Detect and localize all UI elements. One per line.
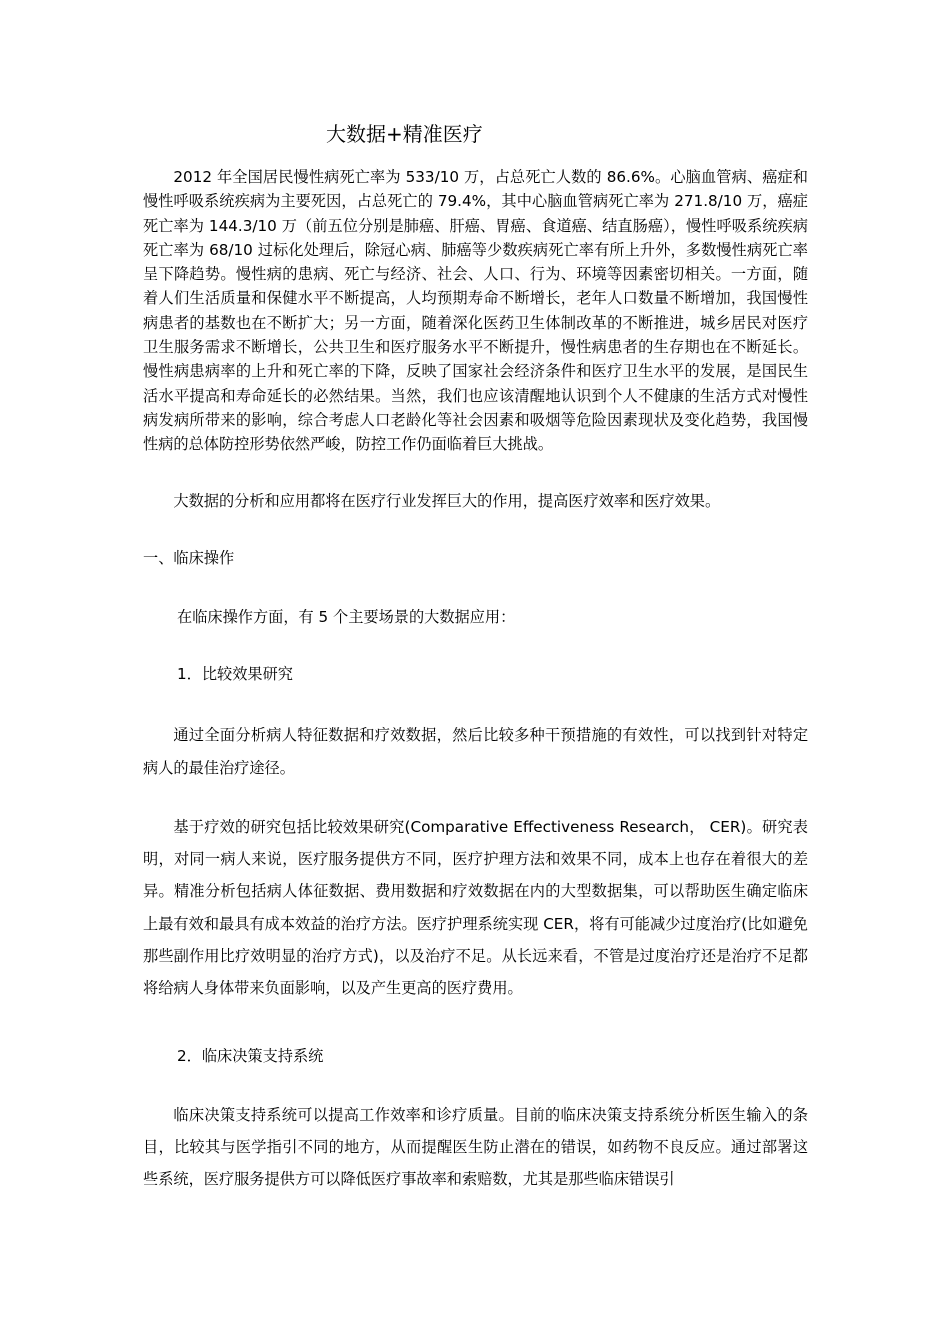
summary-paragraph: 大数据的分析和应用都将在医疗行业发挥巨大的作用，提高医疗效率和医疗效果。 bbox=[173, 492, 721, 510]
intro-paragraph: 2012 年全国居民慢性病死亡率为 533/10 万，占总死亡人数的 86.6%。心脑血管病、癌症和慢性呼吸系统疾病为主要死因，占总死亡的 79.4%，其中心脑血管病死亡率为 271.8/10 万，癌症死亡率为 144.3/10 万（前五位分别是肺癌、肝癌、胃癌、食道癌、结直肠癌），慢性呼吸系统疾病死亡率为 68/10 过标化处理后，除冠心病、肺癌等少数疾病死亡率有所上升外，多数慢性病死亡率呈下降趋势。慢性病的患病、死亡与经济、社会、人口、行为、环境等因素密切相关。一方面，随着人们生活质量和保健水平不断提高，人均预期寿命不断增长，老年人口数量不断增加，我国慢性病患者的基数也在不断扩大；另一方面，随着深化医药卫生体制改革的不断推进，城乡居民对医疗卫生服务需求不断增长，公共卫生和医疗服务水平不断提升，慢性病患者的生存期也在不断延长。慢性病患病率的上升和死亡率的下降，反映了国家社会经济条件和医疗卫生水平的发展，是国民生活水平提高和寿命延长的必然结果。当然，我们也应该清醒地认识到个人不健康的生活方式对慢性病发病所带来的影响，综合考虑人口老龄化等社会因素和吸烟等危险因素现状及变化趋势，我国慢性病的总体防控形势依然严峻，防控工作仍面临着巨大挑战。 bbox=[143, 168, 808, 454]
subsection-heading-comparative-effectiveness: 1．比较效果研究 bbox=[177, 665, 293, 683]
section-heading-clinical-operations: 一、临床操作 bbox=[143, 549, 235, 567]
subsection-heading-clinical-decision-support: 2．临床决策支持系统 bbox=[177, 1047, 324, 1065]
clinical-decision-support-paragraph: 临床决策支持系统可以提高工作效率和诊疗质量。目前的临床决策支持系统分析医生输入的条目，比较其与医学指引不同的地方，从而提醒医生防止潜在的错误，如药物不良反应。通过部署这些系统，医疗服务提供方可以降低医疗事故率和索赔数，尤其是那些临床错误引 bbox=[143, 1106, 808, 1188]
comparative-effectiveness-paragraph-2: 基于疗效的研究包括比较效果研究(Comparative Effectiveness Research， CER)。研究表明，对同一病人来说，医疗服务提供方不同，医疗护理方法和效果不同，成本上也存在着很大的差异。精准分析包括病人体征数据、费用数据和疗效数据在内的大型数据集，可以帮助医生确定临床上最有效和最具有成本效益的治疗方法。医疗护理系统实现 CER，将有可能减少过度治疗(比如避免那些副作用比疗效明显的治疗方式)，以及治疗不足。从长远来看，不管是过度治疗还是治疗不足都将给病人身体带来负面影响，以及产生更高的医疗费用。 bbox=[143, 818, 808, 998]
comparative-effectiveness-paragraph-1: 通过全面分析病人特征数据和疗效数据，然后比较多种干预措施的有效性，可以找到针对特定病人的最佳治疗途径。 bbox=[143, 726, 808, 777]
document-title: 大数据+精准医疗 bbox=[326, 122, 483, 146]
section-intro: 在临床操作方面，有 5 个主要场景的大数据应用： bbox=[177, 608, 516, 626]
